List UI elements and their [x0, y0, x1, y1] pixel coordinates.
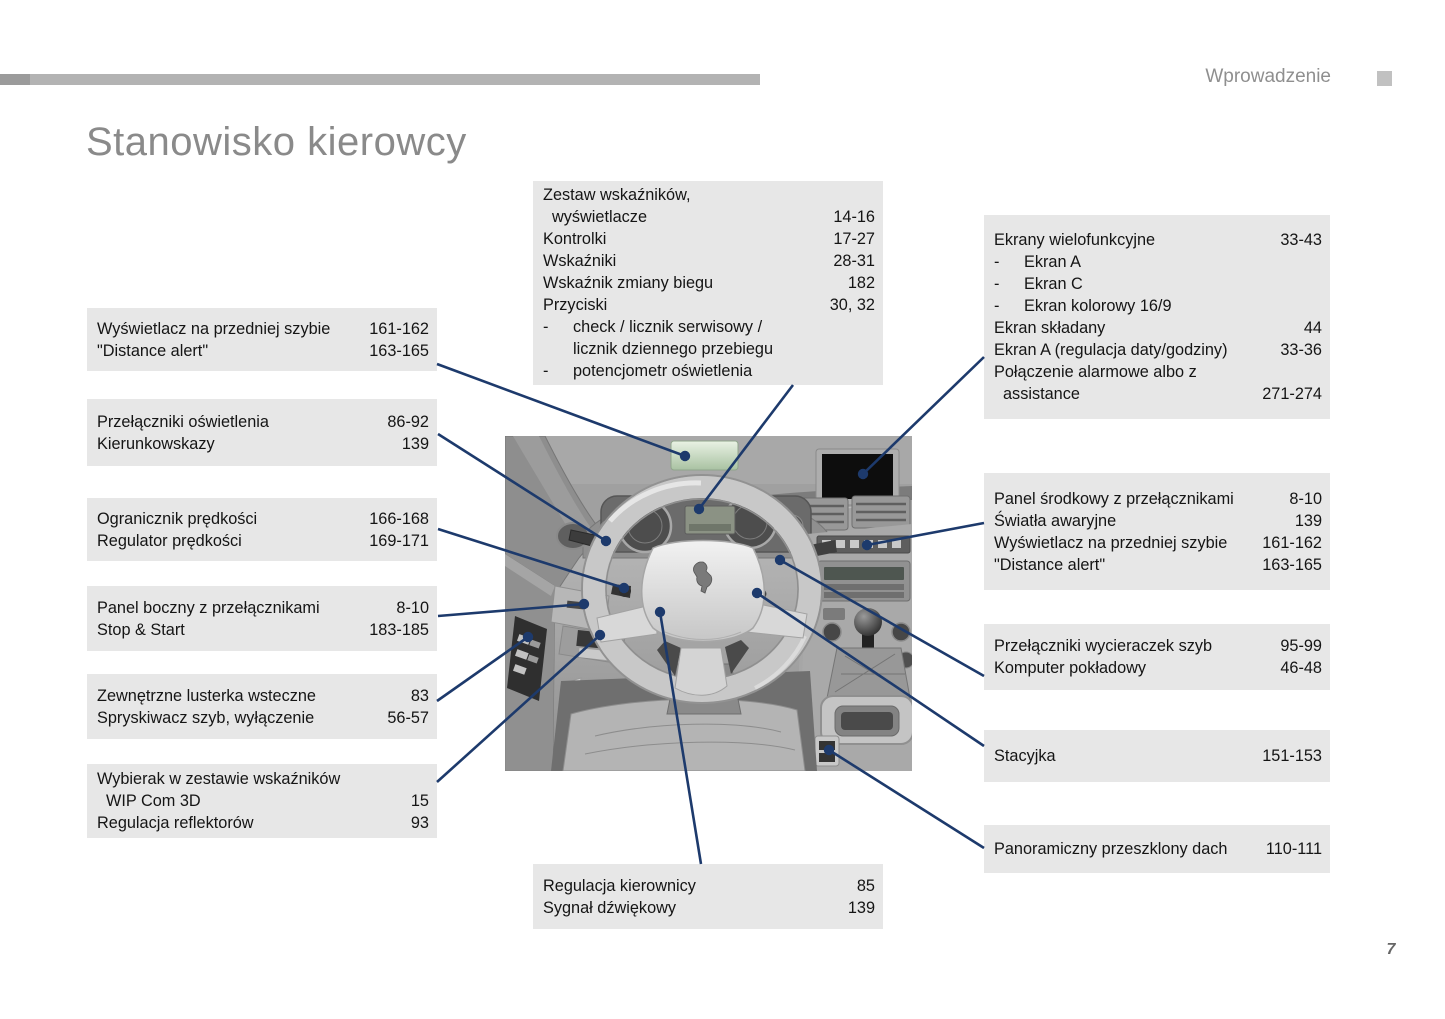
callout-panoramic-roof [984, 825, 1330, 873]
callout-row [97, 508, 429, 530]
callout-label: wyświetlacze [552, 208, 648, 226]
callout-label: Panel boczny z przełącznikami [97, 598, 320, 617]
callout-page-ref: 33-43 [1280, 231, 1322, 249]
callout-label: Połączenie alarmowe albo z [994, 363, 1197, 381]
callout-page-ref: 14-16 [833, 208, 875, 226]
callout-page-ref: 30, 32 [829, 296, 875, 314]
callout-label: Wyświetlacz na przedniej szybie [994, 533, 1228, 552]
callout-page-ref: 163-165 [369, 341, 429, 360]
callout-page-ref: 46-48 [1280, 659, 1322, 677]
callout-page-ref: 139 [1294, 511, 1322, 530]
callout-row [97, 812, 429, 834]
head-up-display [671, 441, 738, 470]
callout-row [543, 897, 875, 919]
callout-page-ref: 139 [401, 434, 429, 453]
callout-page-ref: 161-162 [369, 319, 429, 338]
dashboard-illustration [505, 436, 912, 771]
callout-selector [87, 764, 437, 838]
callout-row [994, 383, 1322, 405]
callout-page-ref: 169-171 [369, 531, 429, 550]
callout-row [994, 510, 1322, 532]
callout-label: Kontrolki [543, 230, 607, 248]
callout-label: Spryskiwacz szyb, wyłączenie [97, 708, 315, 727]
callout-row [994, 317, 1322, 339]
callout-row [994, 229, 1322, 251]
callout-label: Stop & Start [97, 620, 185, 639]
callout-label: Ekran kolorowy 16/9 [1024, 297, 1172, 315]
callout-page-ref: 44 [1303, 319, 1322, 337]
callout-page-ref: 182 [847, 274, 875, 292]
radio-unit [818, 561, 910, 601]
callout-label: Zestaw wskaźników, [543, 186, 691, 204]
callout-row [97, 340, 429, 362]
callout-row [543, 338, 875, 360]
callout-lighting-switches [87, 399, 437, 466]
callout-row [97, 597, 429, 619]
callout-label: Regulator prędkości [97, 531, 242, 550]
callout-label: Ekran C [1024, 275, 1083, 293]
callout-page-ref: 271-274 [1262, 385, 1322, 403]
callout-label: Ekran A [1024, 253, 1082, 271]
callout-row [994, 554, 1322, 576]
callout-label: Przełączniki oświetlenia [97, 412, 269, 431]
callout-row: - Ekran A [994, 251, 1322, 273]
callout-row [543, 206, 875, 228]
callout-label: Zewnętrzne lusterka wsteczne [97, 686, 316, 705]
callout-row [543, 875, 875, 897]
callout-label: Komputer pokładowy [994, 659, 1147, 677]
callout-page-ref: 151-153 [1262, 747, 1322, 765]
callout-page-ref: 110-111 [1265, 840, 1322, 858]
callout-row [543, 250, 875, 272]
callout-page-ref: 8-10 [1289, 489, 1322, 508]
callout-label: assistance [1003, 385, 1080, 403]
callout-center-panel [984, 473, 1330, 590]
callout-page-ref: 83 [410, 686, 429, 705]
callout-label: Kierunkowskazy [97, 434, 215, 453]
callout-label: Ekran składany [994, 319, 1106, 337]
callout-label: check / licznik serwisowy / [573, 318, 763, 336]
callout-row [97, 411, 429, 433]
callout-page-ref: 85 [856, 876, 875, 895]
callout-instrument-cluster [533, 181, 883, 385]
callout-row [994, 339, 1322, 361]
callout-label: potencjometr oświetlenia [573, 362, 753, 380]
page-number: 7 [1386, 941, 1396, 958]
callout-label: Ogranicznik prędkości [97, 509, 258, 528]
callout-row [994, 838, 1322, 860]
section-label: Wprowadzenie [1205, 66, 1331, 87]
callout-row [543, 272, 875, 294]
callout-page-ref: 161-162 [1262, 533, 1322, 552]
callout-row [994, 635, 1322, 657]
callout-label: Stacyjka [994, 747, 1056, 765]
callout-label: Wyświetlacz na przedniej szybie [97, 319, 331, 338]
callout-ignition [984, 730, 1330, 782]
callout-row [97, 318, 429, 340]
callout-row [97, 707, 429, 729]
callout-label: Wskaźnik zmiany biegu [543, 274, 714, 292]
callout-row [97, 768, 429, 790]
callout-row [994, 657, 1322, 679]
header-rule-cap [0, 74, 30, 85]
callout-page-ref: 17-27 [833, 230, 875, 248]
callout-mirrors [87, 674, 437, 739]
callout-row [97, 790, 429, 812]
callout-label: Światła awaryjne [994, 511, 1117, 530]
callout-page-ref: 56-57 [387, 708, 429, 727]
callout-head-up-display [87, 308, 437, 371]
header-rule [0, 74, 760, 85]
callout-label: "Distance alert" [97, 341, 209, 360]
section-marker-square [1377, 71, 1392, 86]
callout-row: - Ekran kolorowy 16/9 [994, 295, 1322, 317]
callout-label: Wskaźniki [543, 252, 617, 270]
callout-side-panel [87, 586, 437, 651]
callout-label: Panel środkowy z przełącznikami [994, 489, 1234, 508]
callout-page-ref: 93 [410, 814, 429, 832]
callout-page-ref: 33-36 [1280, 341, 1322, 359]
callout-label: Ekrany wielofunkcyjne [994, 231, 1156, 249]
callout-label: "Distance alert" [994, 555, 1106, 574]
callout-row [97, 530, 429, 552]
callout-row [97, 433, 429, 455]
callout-row [97, 619, 429, 641]
callout-row: - potencjometr oświetlenia [543, 360, 875, 382]
callout-row [994, 361, 1322, 383]
callout-label: licznik dziennego przebiegu [573, 340, 774, 358]
callout-row [97, 685, 429, 707]
callout-label: Panoramiczny przeszklony dach [994, 840, 1228, 858]
callout-row [543, 184, 875, 206]
callout-page-ref: 166-168 [369, 509, 429, 528]
callout-speed-control [87, 498, 437, 561]
callout-steering-adjust [533, 864, 883, 929]
callout-page-ref: 183-185 [369, 620, 429, 639]
callout-label: WIP Com 3D [106, 792, 201, 810]
callout-page-ref: 139 [847, 898, 875, 917]
callout-label: Regulacja reflektorów [97, 814, 254, 832]
callout-label: Ekran A (regulacja daty/godziny) [994, 341, 1228, 359]
roof-control-switch [815, 736, 839, 766]
callout-row [994, 745, 1322, 767]
callout-row: - Ekran C [994, 273, 1322, 295]
callout-page-ref: 163-165 [1262, 555, 1322, 574]
callout-multifunction-screens [984, 215, 1330, 419]
callout-row [994, 532, 1322, 554]
callout-label: Regulacja kierownicy [543, 876, 696, 895]
callout-row [543, 228, 875, 250]
callout-label: Sygnał dźwiękowy [543, 898, 677, 917]
callout-page-ref: 86-92 [387, 412, 429, 431]
callout-label: Wybierak w zestawie wskaźników [97, 770, 341, 788]
callout-row [543, 294, 875, 316]
callout-row: - check / licznik serwisowy / [543, 316, 875, 338]
callout-page-ref: 8-10 [396, 598, 429, 617]
callout-wipers [984, 624, 1330, 690]
callout-page-ref: 28-31 [833, 252, 875, 270]
callout-label: Przełączniki wycieraczek szyb [994, 637, 1213, 655]
page-title: Stanowisko kierowcy [86, 120, 467, 164]
callout-page-ref: 15 [410, 792, 429, 810]
callout-page-ref: 95-99 [1280, 637, 1322, 655]
callout-label: Przyciski [543, 296, 608, 314]
callout-row [994, 488, 1322, 510]
